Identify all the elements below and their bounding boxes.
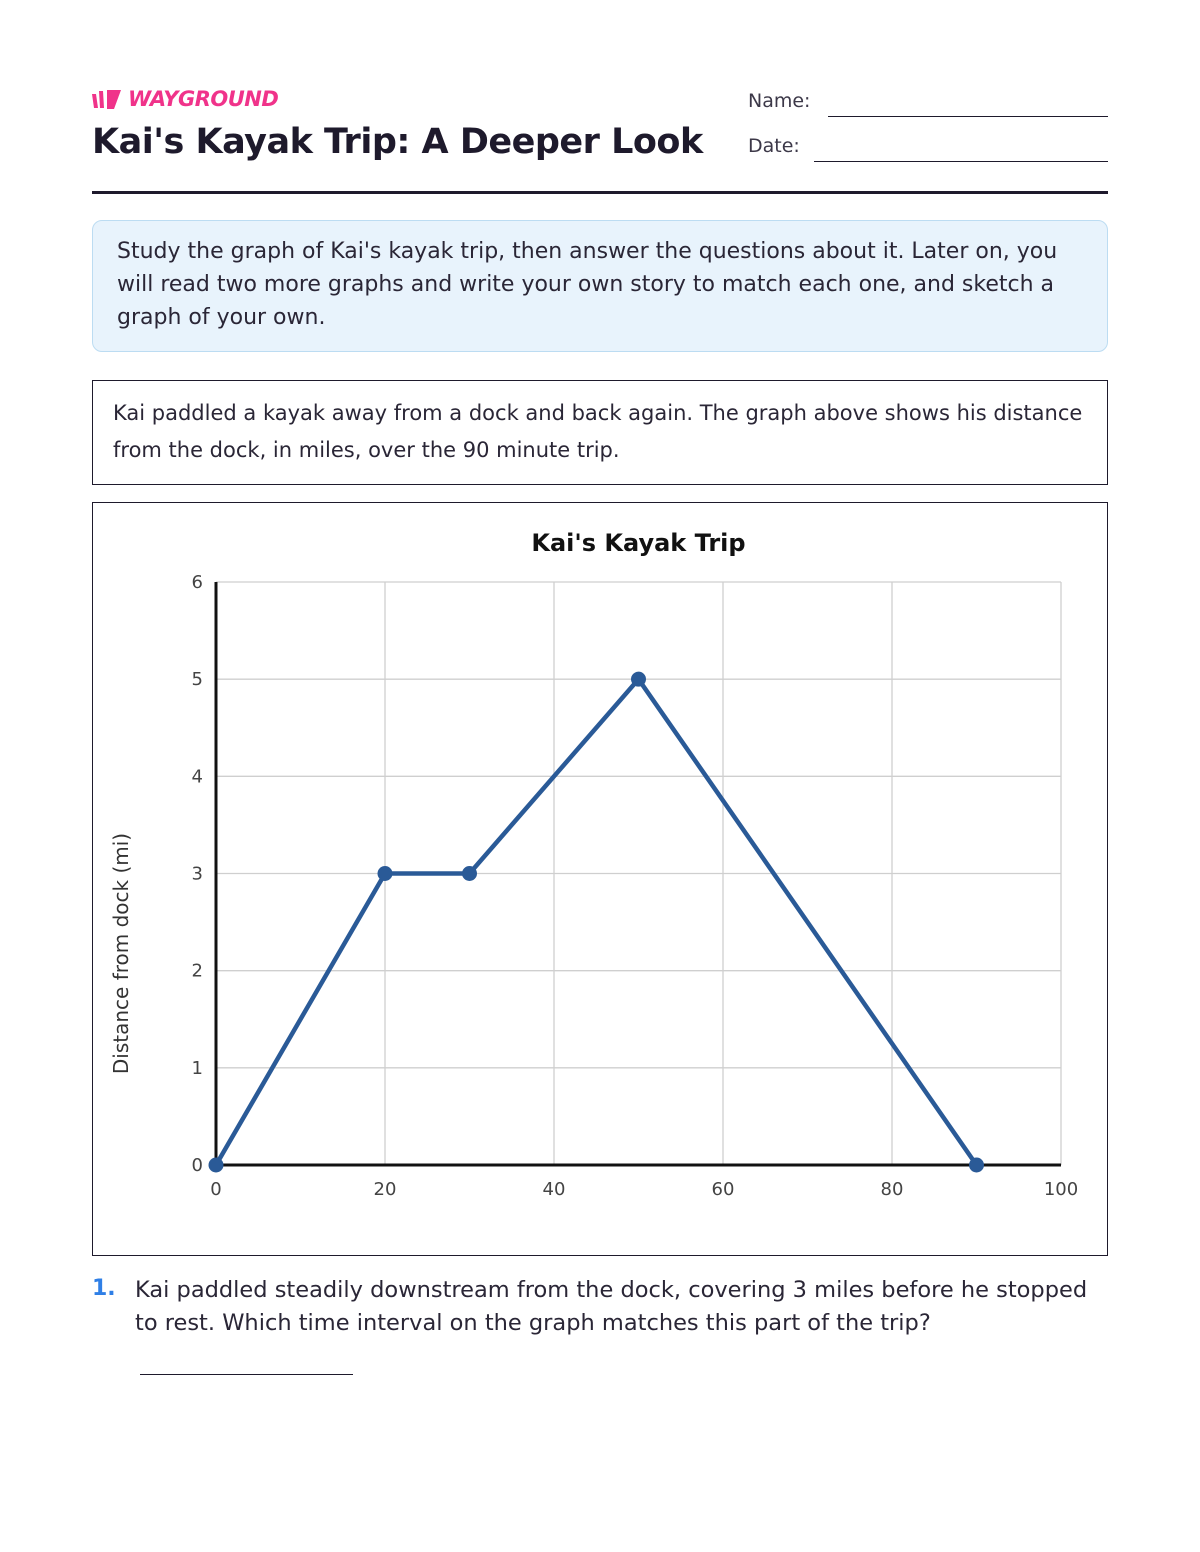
data-point — [209, 1158, 224, 1173]
answer-line[interactable] — [140, 1374, 353, 1375]
instructions-text: Study the graph of Kai's kayak trip, then answer the questions about it. Later on, you will read two more graphs and write your own story to match each one, and sketch a graph of your own. — [117, 239, 1058, 330]
brand-logo — [92, 87, 278, 111]
chart-container — [92, 502, 1108, 1256]
x-tick-label: 40 — [542, 1179, 566, 1200]
x-tick-label: 0 — [210, 1179, 222, 1200]
header-divider — [92, 191, 1108, 194]
data-point — [378, 866, 393, 881]
name-label: Name: — [748, 90, 811, 112]
y-tick-label: 5 — [191, 669, 203, 691]
series-line — [216, 679, 977, 1165]
y-tick-label: 0 — [191, 1155, 203, 1176]
y-tick-label: 4 — [191, 766, 203, 788]
data-point — [631, 672, 646, 687]
x-tick-label: 60 — [711, 1179, 735, 1200]
name-field[interactable] — [828, 116, 1108, 117]
kayak-trip-chart — [93, 503, 1109, 1257]
y-tick-label: 2 — [191, 960, 203, 982]
question-number: 1. — [92, 1276, 116, 1301]
x-tick-label: 80 — [880, 1179, 904, 1200]
date-label: Date: — [748, 135, 800, 157]
y-tick-label: 6 — [191, 572, 203, 593]
instructions-box — [92, 220, 1108, 352]
x-tick-label: 20 — [373, 1179, 397, 1200]
y-axis-label: Distance from dock (mi) — [109, 832, 133, 1075]
y-tick-label: 1 — [191, 1057, 203, 1079]
chart-title: Kai's Kayak Trip — [531, 529, 746, 557]
data-point — [462, 866, 477, 881]
brand-name: WAYGROUND — [128, 87, 279, 111]
story-box — [92, 380, 1108, 485]
story-text: Kai paddled a kayak away from a dock and back again. The graph above shows his distance from the dock, in miles, over the 90 minute trip. — [113, 401, 1083, 462]
x-tick-label: 100 — [1043, 1179, 1079, 1200]
data-point — [969, 1158, 984, 1173]
y-tick-label: 3 — [191, 863, 203, 885]
page-title: Kai's Kayak Trip: A Deeper Look — [92, 122, 703, 162]
wayground-logo-icon — [92, 88, 122, 110]
date-field[interactable] — [814, 161, 1108, 162]
question-text: Kai paddled steadily downstream from the dock, covering 3 miles before he stopped to rest. Which time interval on the graph matches this part of the trip? — [135, 1277, 1088, 1336]
